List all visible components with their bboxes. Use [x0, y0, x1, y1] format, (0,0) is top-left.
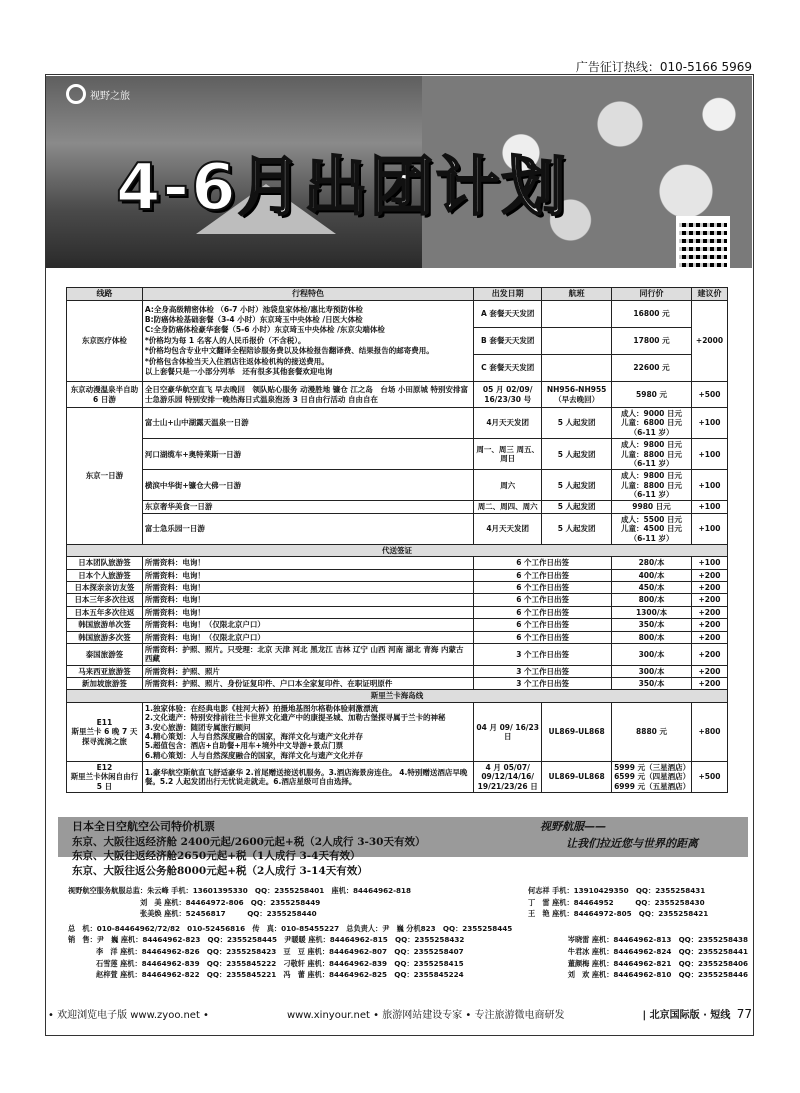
visa-price: 280/本	[612, 557, 692, 569]
suggest-cell: +100	[691, 408, 727, 439]
table-row	[67, 569, 728, 581]
table-row	[67, 606, 728, 618]
flight-cell	[542, 301, 612, 328]
visa-name: 日本团队旅游签	[67, 557, 143, 569]
price-cell	[612, 513, 692, 544]
visa-time: 6 个工作日出签	[474, 619, 612, 631]
contact-left: 总 机：010-84464962/72/82 010-52456816 传 真：010-85455227 总负责人：尹 巍 分机823 QQ：2355258445	[68, 923, 513, 933]
contact-right: 刘 欢 座机：84464962-810 QQ：2355258446	[567, 970, 748, 980]
feature-line: *价格均包含专业中文翻译全程陪诊服务费以及体检报告翻译费、结果报告的邮寄费用。	[144, 346, 434, 356]
header-date: 出发日期	[474, 288, 542, 301]
suggest-cell: +500	[691, 382, 727, 408]
header-features: 行程特色	[142, 288, 473, 301]
visa-name: 日本探亲亲访友签	[67, 582, 143, 594]
date-cell: 周六	[474, 470, 542, 501]
suggest-cell: +100	[691, 439, 727, 470]
ad-hotline: 广告征订热线：010-5166 5969	[575, 60, 752, 74]
contact-left: 石雪莲 座机：84464962-839 QQ：2355845222 刁敬轩 座机：84464962-839 QQ：2355258415	[96, 958, 464, 968]
flight-cell	[542, 328, 612, 355]
promo-text	[72, 820, 425, 878]
section-title-visa: 代送签证	[67, 544, 728, 556]
visa-price: 800/本	[612, 631, 692, 643]
promo-line: 东京、大阪往返经济舱2650元起+税（1人成行 3-4天有效）	[72, 850, 361, 862]
visa-time: 3 个工作日出签	[474, 643, 612, 665]
table-row	[67, 678, 728, 690]
feature-line: 以上套餐只是一小部分列举 还有很多其他套餐欢迎电询	[144, 366, 333, 376]
table-row	[67, 702, 728, 761]
features-cell: 富士山+山中湖露天温泉一日游	[142, 408, 473, 439]
contact-right: 董颜梅 座机：84464962-821 QQ：2355258406	[567, 958, 748, 968]
contact-row	[68, 885, 748, 897]
price-cell: 8880 元	[612, 702, 692, 761]
visa-price: 350/本	[612, 678, 692, 690]
visa-name: 韩国旅游多次签	[67, 631, 143, 643]
contact-row	[68, 969, 748, 981]
contact-left: 赵梓萱 座机：84464962-822 QQ：2355845221 冯 蕾 座机：84464962-825 QQ：2355845224	[96, 970, 464, 980]
page-footer	[48, 1006, 752, 1021]
date-cell: B 套餐天天发团	[474, 328, 542, 355]
contact-right: 何志祥 手机：13910429350 QQ：2355258431	[528, 886, 706, 895]
feature-line: 3.安心旅游：随团专属旅行顾问	[144, 722, 251, 732]
visa-time: 6 个工作日出签	[474, 569, 612, 581]
contact-row	[68, 958, 748, 970]
visa-name: 日本五年多次往返	[67, 606, 143, 618]
visa-suggest: +200	[691, 631, 727, 643]
flight-cell: 5 人起发团	[542, 408, 612, 439]
table-row	[67, 631, 728, 643]
features-cell	[142, 301, 473, 382]
table-row	[67, 665, 728, 677]
banner	[46, 76, 752, 268]
visa-name: 日本三年多次往返	[67, 594, 143, 606]
contact-right: 丁 雷 座机：84464952 QQ：2355258430	[528, 897, 705, 907]
contact-right: 牛君冰 座机：84464962-824 QQ：2355258441	[567, 946, 748, 956]
suggest-cell: +800	[691, 702, 727, 761]
visa-suggest: +200	[691, 665, 727, 677]
slogan-line-2: 让我们拉近您与世界的距离	[566, 837, 698, 850]
table-row	[67, 582, 728, 594]
price-line: 成人：9800 日元	[621, 440, 683, 450]
qr-code-icon[interactable]	[676, 216, 730, 268]
route-cell	[67, 762, 143, 793]
visa-req: 所需资料：电询！	[142, 569, 473, 581]
visa-req: 所需资料：护照、照片、身份证复印件、户口本全家复印件、在职证明原件	[142, 678, 473, 690]
features-cell: 东京奢华美食一日游	[142, 501, 473, 513]
visa-time: 3 个工作日出签	[474, 678, 612, 690]
date-cell: 4 月 05/07/ 09/12/14/16/ 19/21/23/26 日	[474, 762, 542, 793]
flight-cell: 5 人起发团	[542, 513, 612, 544]
suggest-cell: +2000	[691, 301, 727, 382]
visa-req: 所需资料：电询！	[142, 557, 473, 569]
footer-link-xinyour[interactable]: www.xinyour.net • 旅游网站建设专家 • 专注旅游微电商研发	[286, 1010, 565, 1021]
promo-line: 东京、大阪往返公务舱8000元起+税（2人成行 3-14天有效）	[72, 864, 368, 877]
visa-time: 6 个工作日出签	[474, 631, 612, 643]
date-cell: 周一、周三 周五、周日	[474, 439, 542, 470]
feature-line: 4.精心策划：人与自然深度融合的国家，海洋文化与遗产文化并存	[144, 731, 363, 741]
table-row	[67, 470, 728, 501]
visa-time: 3 个工作日出签	[474, 665, 612, 677]
visa-price: 800/本	[612, 594, 692, 606]
date-cell: C 套餐天天发团	[474, 355, 542, 382]
visa-suggest: +200	[691, 678, 727, 690]
date-cell: 周二、周四、周六	[474, 501, 542, 513]
feature-line: *价格均为每 1 名客人的人民币报价（不含税）。	[144, 335, 306, 345]
logo-text: 视野之旅	[90, 90, 130, 102]
contact-row	[68, 897, 748, 909]
table-row	[67, 408, 728, 439]
visa-time: 6 个工作日出签	[474, 582, 612, 594]
visa-suggest: +200	[691, 643, 727, 665]
price-line: 6599 元（四星酒店）	[614, 772, 691, 782]
visa-price: 350/本	[612, 619, 692, 631]
features-cell: 横滨中华街+镰仓大佛一日游	[142, 470, 473, 501]
feature-line: A:全身高级精密体检 （6-7 小时）池袋皇家体检/惠比寿预防体检	[144, 304, 363, 314]
price-cell	[612, 408, 692, 439]
contact-left: 李 洋 座机：84464962-826 QQ：2355258423 豆 豆 座机：84464962-807 QQ：2355258407	[96, 946, 464, 956]
visa-req: 所需资料：护照、照片。只受理：北京 天津 河北 黑龙江 吉林 辽宁 山西 河南 湖北 青海 内蒙古 西藏	[142, 643, 473, 665]
banner-title: 4-6月出团计划	[116, 151, 568, 225]
footer-divider: |	[642, 1010, 650, 1021]
promo-title: 日本全日空航空公司特价机票	[72, 820, 215, 833]
visa-price: 300/本	[612, 665, 692, 677]
price-line: 儿童：8800 日元	[621, 480, 683, 490]
price-line: 儿童：6800 日元	[621, 418, 683, 428]
price-line: 6999 元（五星酒店）	[614, 781, 691, 791]
date-cell: 4月天天发团	[474, 513, 542, 544]
table-row	[67, 643, 728, 665]
itinerary-table	[66, 287, 728, 793]
price-cell	[612, 470, 692, 501]
date-cell: 4月天天发团	[474, 408, 542, 439]
flight-cell: UL869-UL868	[542, 762, 612, 793]
price-line: （6-11 岁）	[629, 533, 674, 543]
price-line: 成人：5500 日元	[621, 514, 683, 524]
visa-time: 6 个工作日出签	[474, 606, 612, 618]
price-line: （6-11 岁）	[629, 458, 674, 468]
price-line: 成人：9800 日元	[621, 471, 683, 481]
features-cell: 富士急乐园一日游	[142, 513, 473, 544]
section-row	[67, 690, 728, 702]
feature-line: C:全身防癌体检豪华套餐（5-6 小时）东京琦玉中央体检 /东京尖端体检	[144, 325, 385, 335]
visa-name: 新加坡旅游签	[67, 678, 143, 690]
header-trade-price: 同行价	[612, 288, 692, 301]
contact-left: 张美焕 座机：52456817 QQ：2355258440	[140, 909, 317, 919]
table-row	[67, 557, 728, 569]
logo-icon	[66, 84, 86, 104]
feature-line: 2.文化遗产：特别安排前往兰卡世界文化遗产中的康提圣城、加勒古堡探寻属于兰卡的神秘	[144, 713, 446, 723]
flight-cell: 5 人起发团	[542, 501, 612, 513]
section-row	[67, 544, 728, 556]
visa-price: 450/本	[612, 582, 692, 594]
feature-line: *价格包含体检当天入住酒店往返体检机构的接送费用。	[144, 356, 329, 366]
contact-right: 岑晓雷 座机：84464962-813 QQ：2355258438	[567, 935, 748, 945]
price-cell: 9980 日元	[612, 501, 692, 513]
feature-line: 1.独家体验：在经典电影《桂河大桥》拍摄地基图尔格勒体验刺激漂流	[144, 703, 378, 713]
visa-req: 所需资料：电询！	[142, 594, 473, 606]
header-flight: 航班	[542, 288, 612, 301]
table-row	[67, 301, 728, 328]
visa-req: 所需资料：电询！	[142, 582, 473, 594]
route-name: 斯里兰卡 6 晚 7 天探寻流淌之旅	[71, 727, 138, 746]
price-cell: 16800 元	[612, 301, 692, 328]
price-line: 成人：9000 日元	[621, 409, 683, 418]
price-cell: 22600 元	[612, 355, 692, 382]
contact-row	[68, 923, 748, 935]
features-cell	[142, 702, 473, 761]
brand-logo	[66, 84, 130, 104]
contact-left: 销 售：尹 巍 座机：84464962-823 QQ：2355258445 尹暖暖 座机：84464962-815 QQ：2355258432	[68, 935, 465, 945]
flight-cell: UL869-UL868	[542, 702, 612, 761]
section-title-srilanka: 斯里兰卡海岛线	[67, 690, 728, 702]
flight-cell	[542, 355, 612, 382]
flight-cell: 5 人起发团	[542, 470, 612, 501]
visa-suggest: +200	[691, 569, 727, 581]
price-line: 儿童：4500 日元	[621, 524, 683, 534]
promo-line: 东京、大阪往返经济舱 2400元起/2600元起+税（2人成行 3-30天有效）	[72, 835, 426, 848]
footer-section: 北京国际版 · 短线	[649, 1010, 731, 1021]
price-cell: 17800 元	[612, 328, 692, 355]
flight-cell: 5 人起发团	[542, 439, 612, 470]
price-line: 5999 元（三星酒店）	[614, 763, 691, 772]
visa-name: 日本个人旅游签	[67, 569, 143, 581]
contact-left: 刘 美 座机：84464972-806 QQ：2355258449	[140, 897, 321, 907]
date-cell: A 套餐天天发团	[474, 301, 542, 328]
visa-time: 6 个工作日出签	[474, 557, 612, 569]
contact-list	[68, 885, 748, 981]
suggest-cell: +100	[691, 513, 727, 544]
contact-right: 王 艳 座机：84464972-805 QQ：2355258421	[528, 909, 709, 919]
price-cell: 5980 元	[612, 382, 692, 408]
feature-line: B:防癌体检基础套餐（3-4 小时）东京琦玉中央体检 /日医大体检	[144, 315, 363, 325]
date-cell: 04 月 09/ 16/23 日	[474, 702, 542, 761]
visa-suggest: +200	[691, 594, 727, 606]
contact-row	[68, 908, 748, 920]
features-cell: 全日空豪华航空直飞 早去晚回 领队贴心服务 动漫胜地 镰仓 江之岛 台场 小田原城 特别安排富士急游乐园 特别安排一晚热海日式温泉泡汤 3 日自由行活动 自由自在	[142, 382, 473, 408]
visa-time: 6 个工作日出签	[474, 594, 612, 606]
flight-cell: NH956-NH955 （早去晚回）	[542, 382, 612, 408]
slogan-line-1: 视野航服——	[540, 820, 606, 833]
visa-suggest: +100	[691, 557, 727, 569]
features-cell: 1.豪华航空斯航直飞舒适豪华 2.首尾赠送接送机服务。3.酒店海景房连住。 4.特别赠送酒店早晚餐。5.2 人起发团出行无忧说走就走。6.酒店星级可自由选择。	[142, 762, 473, 793]
table-row	[67, 513, 728, 544]
route-cell	[67, 702, 143, 761]
route-code: E12	[96, 763, 113, 772]
contact-row	[68, 934, 748, 946]
feature-line: 6.精心策划：人与自然深度融合的国家，海洋文化与遗产文化并存	[144, 750, 363, 760]
visa-name: 韩国旅游单次签	[67, 619, 143, 631]
table-header-row	[67, 288, 728, 301]
price-line: （6-11 岁）	[629, 427, 674, 437]
visa-req: 所需资料：电询！（仅限北京户口）	[142, 619, 473, 631]
table-row	[67, 382, 728, 408]
date-cell: 05 月 02/09/ 16/23/30 号	[474, 382, 542, 408]
suggest-cell: +500	[691, 762, 727, 793]
table-row	[67, 619, 728, 631]
features-cell: 河口湖缆车+奥特莱斯一日游	[142, 439, 473, 470]
page-number: 77	[736, 1007, 752, 1021]
table-row	[67, 762, 728, 793]
route-code: E11	[96, 717, 113, 727]
route-cell: 东京动漫温泉半自助 6 日游	[67, 382, 143, 408]
visa-name: 马来西亚旅游签	[67, 665, 143, 677]
visa-suggest: +200	[691, 582, 727, 594]
visa-suggest: +200	[691, 606, 727, 618]
header-suggest-price: 建议价	[691, 288, 727, 301]
visa-name: 泰国旅游签	[67, 643, 143, 665]
table-row	[67, 594, 728, 606]
visa-suggest: +200	[691, 619, 727, 631]
visa-req: 所需资料：电询！	[142, 606, 473, 618]
suggest-cell: +100	[691, 470, 727, 501]
contact-left: 视野航空服务航服总监：朱云峰 手机：13601395330 QQ：2355258401 座机：84464962-818	[68, 886, 412, 895]
visa-price: 1300/本	[612, 606, 692, 618]
feature-line: 5.超值包含：酒店+自助餐+用车+境外中文导游+景点门票	[144, 741, 344, 751]
contact-row	[68, 946, 748, 958]
price-cell	[612, 439, 692, 470]
visa-price: 400/本	[612, 569, 692, 581]
table-row	[67, 439, 728, 470]
price-line: 儿童：8800 日元	[621, 449, 683, 459]
route-cell: 东京医疗体检	[67, 301, 143, 382]
route-cell: 东京一日游	[67, 408, 143, 545]
footer-link-zyoo[interactable]: • 欢迎浏览电子版 www.zyoo.net •	[48, 1010, 209, 1021]
table-row	[67, 501, 728, 513]
route-name: 斯里兰卡休闲自由行 5 日	[70, 772, 139, 791]
suggest-cell: +100	[691, 501, 727, 513]
price-line: （6-11 岁）	[629, 490, 674, 499]
header-route: 线路	[67, 288, 143, 301]
visa-price: 300/本	[612, 643, 692, 665]
price-cell	[612, 762, 692, 793]
visa-req: 所需资料：电询！（仅限北京户口）	[142, 631, 473, 643]
visa-req: 所需资料：护照、照片	[142, 665, 473, 677]
